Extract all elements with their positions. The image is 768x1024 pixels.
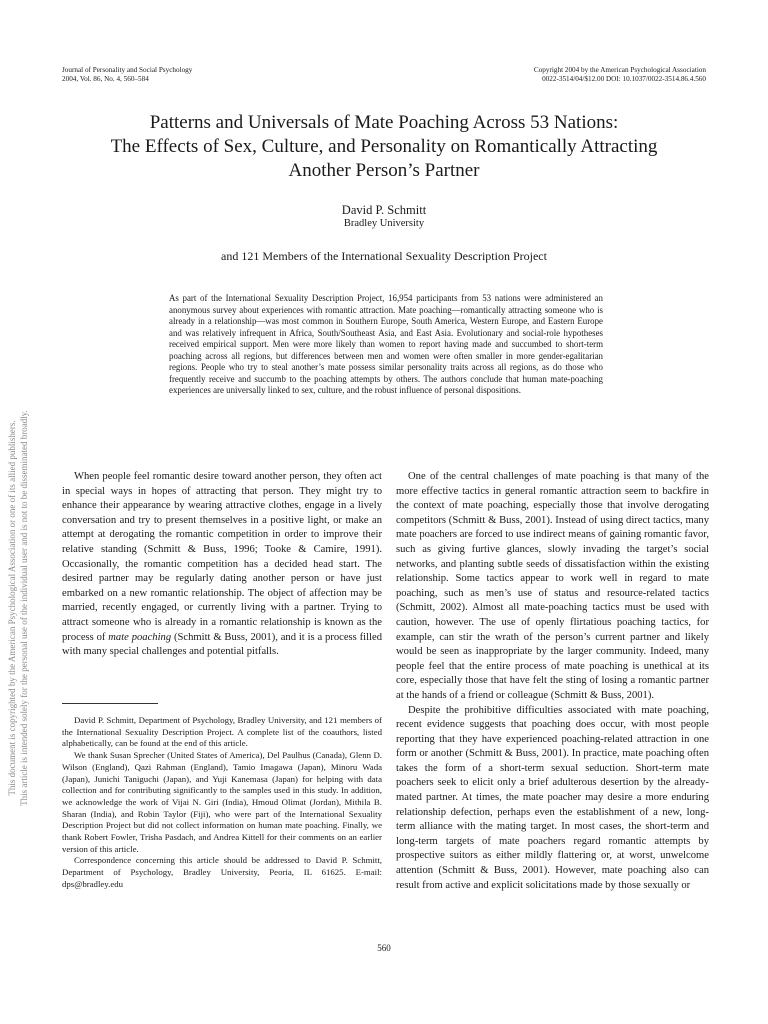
title-line-1: Patterns and Universals of Mate Poaching Across 53 Nations: xyxy=(149,112,619,133)
copyright-line: Copyright 2004 by the American Psychological Association xyxy=(533,66,706,74)
body-paragraph: Despite the prohibitive difficulties associated with mate poaching, recent evidence suggests that poaching does occur, with most people reporting that they have experienced poaching-related attraction in one form or another (Schmitt & Buss, 2001). In practice, mate poaching often takes the form of a short-term sexual seduction. Short-term mate poachers seek to elicit only a brief adulterous desertion by the already-mated partner. At times, the mate poacher may desire a more enduring relationship defection, perhaps even the establishment of a new, long-term alliance with the mating target. In most cases, the short-term and long-term targets of mate poachers regard romantic attempts by prospective suitors as either mildly flattering or, at worst, unwelcome attention (Schmitt & Buss, 2001). However, mate poaching also can result from active and explicit solicitations made by those sexually or xyxy=(396,704,709,891)
coauthor-group: and 121 Members of the International Sexuality Description Project xyxy=(221,249,547,263)
body-column-left xyxy=(62,470,382,660)
author-note xyxy=(62,715,382,891)
footnote-divider xyxy=(62,703,158,704)
author-name: David P. Schmitt xyxy=(341,203,427,217)
page-number: 560 xyxy=(377,943,391,953)
intro-text-b: (Schmitt & Buss, 2001), and it is a process filled with many special challenges and potential pitfalls. xyxy=(62,631,382,658)
author-note-affiliation: David P. Schmitt, Department of Psychology, Bradley University, and 121 members of the International Sexuality Description Project. A complete list of the coauthors, listed alphabetically, can be found at the end of this article. xyxy=(62,715,382,749)
watermark-line-2: This article is intended solely for the personal use of the individual user and is not to be disseminated broadly. xyxy=(19,410,29,806)
body-column-right xyxy=(396,470,709,893)
title-line-3: Another Person’s Partner xyxy=(288,160,480,181)
abstract: As part of the International Sexuality Description Project, 16,954 participants from 53 nations were administered an anonymous survey about experiences with romantic attraction. Mate poaching—romantically attracting someone who is already in a relationship—was most common in Southern Europe, South America, Western Europe, and Eastern Europe and was relatively infrequent in Africa, South/Southeast Asia, and East Asia. Evolutionary and social-role hypotheses received empirical support. Men were more likely than women to report having made and succumbed to short-term poaching across all regions, but differences between men and women were often smaller in more gender-egalitarian regions. People who try to steal another’s mate possess similar personality traits across all regions, as do those who frequently receive and succumb to the poaching attempts by others. The authors conclude that human mate-poaching experiences are universally linked to sex, culture, and the robust influence of personal dispositions. xyxy=(169,293,603,395)
journal-volume: 2004, Vol. 86, No. 4, 560–584 xyxy=(62,74,149,83)
doi-line: 0022-3514/04/$12.00 DOI: 10.1037/0022-3514.86.4.560 xyxy=(542,74,706,83)
intro-paragraph xyxy=(62,470,382,660)
copyright-watermark xyxy=(6,258,30,958)
title-line-2: The Effects of Sex, Culture, and Personality on Romantically Attracting xyxy=(110,136,658,157)
article-title xyxy=(40,111,728,183)
intro-term: mate poaching xyxy=(108,631,172,643)
journal-name: Journal of Personality and Social Psychology xyxy=(62,66,193,74)
copyright-notice xyxy=(534,66,706,83)
watermark-line-1: This document is copyrighted by the American Psychological Association or one of its allied publishers. xyxy=(7,420,17,796)
journal-citation xyxy=(62,66,192,83)
intro-text-a: When people feel romantic desire toward another person, they often act in special ways in hopes of attracting that person. They might try to enhance their appearance by wearing attractive clothes, engage in a lively conversation and try to present themselves in a positive light, or make an attempt at derogating the romantic competition in order to improve their relative standing (Schmitt & Buss, 1996; Tooke & Camire, 1991). Occasionally, the romantic competition has a decided head start. The desired partner may be regularly dating another person or have just embarked on a new romantic relationship. The object of affection may be married, recently engaged, or currently living with a partner. Trying to attract someone who is already in a romantic relationship is known as the process of xyxy=(62,471,382,643)
author-affiliation: Bradley University xyxy=(343,218,425,229)
author-note-acknowledgments: We thank Susan Sprecher (United States of America), Del Paulhus (Canada), Glenn D. Wilson (England), Qazi Rahman (England), Tamio Imagawa (Japan), Minoru Wada (Japan), Junichi Taniguchi (Japan), and Yuji Kanemasa (Japan) for helping with data collection and for contributing significantly to the samples used in this study. In addition, we acknowledge the work of Vijai N. Giri (India), Hmoud Olimat (Jordan), Mithila B. Sharan (India), and Robin Taylor (Fiji), who were part of the International Sexuality Description Project but did not collect information on human mate poaching. Finally, we thank Robert Fowler, Trisha Pasdach, and Andrea Kittell for their comments on an earlier version of this article. xyxy=(62,750,382,854)
body-paragraph: One of the central challenges of mate poaching is that many of the more effective tactics in general romantic attraction seem to backfire in the context of mate poaching, especially those that involve derogating competitors (Schmitt & Buss, 2001). Instead of using direct tactics, many mate poachers are forced to use indirect means of gaining romantic favor, such as giving furtive glances, slowly invading the target’s social networks, and planting subtle seeds of dissatisfaction within the existing relationship. Some tactics appear to work well in regard to mate poaching, such as men’s use of status and resource-related tactics (Schmitt, 2002). Almost all mate-poaching tactics must be used with caution, however. The use of openly flirtatious poaching tactics, for example, can stir the wrath of the person’s current partner and likely would be seen as inappropriate by the larger community. Indeed, many people feel that the entire process of mate poaching is unethical at its core, especially those that have felt the sting of losing a romantic partner at the hands of a friend or colleague (Schmitt & Buss, 2001). xyxy=(396,471,709,701)
author-note-correspondence: Correspondence concerning this article should be addressed to David P. Schmitt, Department of Psychology, Bradley University, Peoria, IL 61625. E-mail: dps@bradley.edu xyxy=(62,855,382,889)
